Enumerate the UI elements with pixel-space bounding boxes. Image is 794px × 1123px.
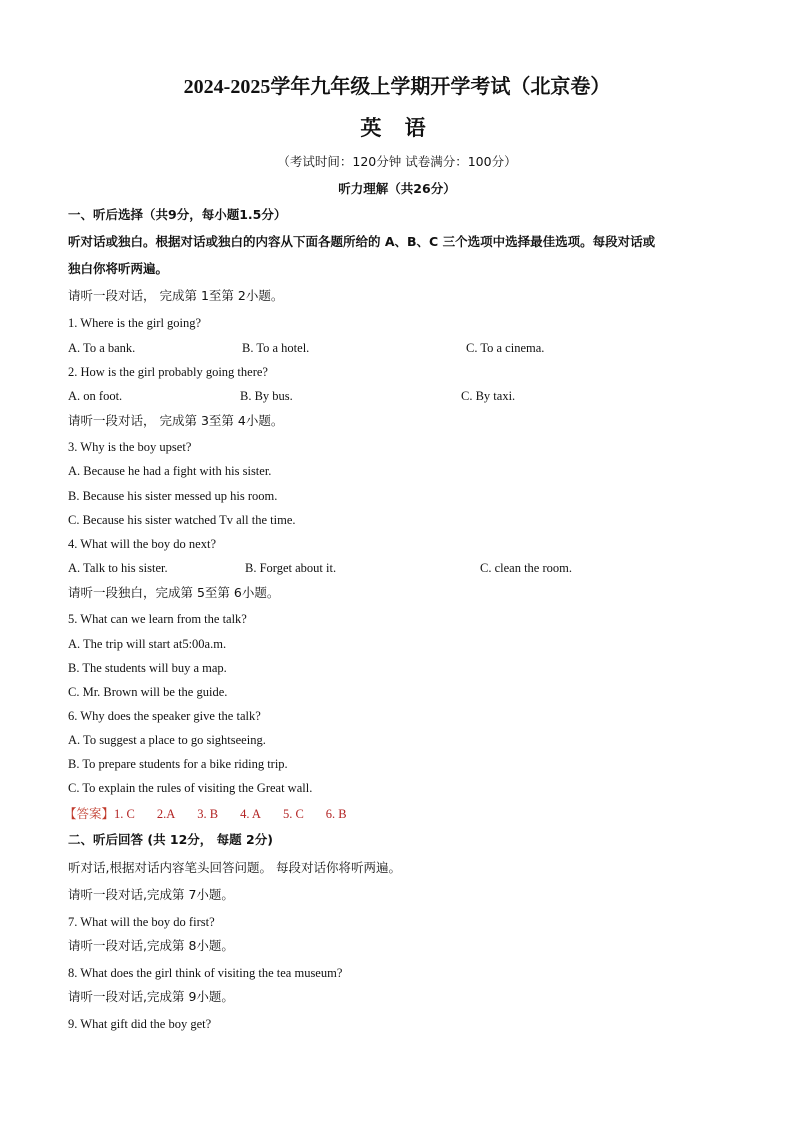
- q1-option-a: A. To a bank.: [68, 341, 136, 355]
- answer-list: [114, 807, 369, 821]
- q2-option-a: A. on foot.: [68, 389, 123, 403]
- question-2: 2. How is the girl probably going there?: [68, 365, 268, 379]
- answer-6: 6. B: [325, 807, 347, 821]
- part2-heading: 二、听后回答 (共 12分， 每题 2分): [68, 832, 273, 847]
- q2-option-b: B. By bus.: [240, 389, 293, 403]
- q2-option-c: C. By taxi.: [461, 389, 516, 403]
- q6-option-c: C. To explain the rules of visiting the Great wall.: [68, 781, 313, 795]
- prompt-q8: 请听一段对话,完成第 8小题。: [68, 938, 234, 953]
- part1-instruction-line2: 独白你将听两遍。: [68, 261, 169, 276]
- answer-3: 3. B: [197, 807, 219, 821]
- part1-heading: 一、听后选择（共9分，每小题1.5分）: [68, 207, 287, 222]
- question-6: 6. Why does the speaker give the talk?: [68, 709, 261, 723]
- exam-info: （考试时间：120分钟 试卷满分：100分）: [277, 154, 517, 169]
- question-7: 7. What will the boy do first?: [68, 915, 215, 929]
- question-4: 4. What will the boy do next?: [68, 537, 217, 551]
- question-5: 5. What can we learn from the talk?: [68, 612, 247, 626]
- q1-option-c: C. To a cinema.: [466, 341, 545, 355]
- subject-title: 英 语: [360, 115, 434, 140]
- question-8: 8. What does the girl think of visiting the tea museum?: [68, 966, 343, 980]
- prompt-q9: 请听一段对话,完成第 9小题。: [68, 989, 234, 1004]
- section-heading: 听力理解（共26分）: [338, 181, 456, 196]
- q6-option-b: B. To prepare students for a bike riding trip.: [68, 757, 288, 771]
- q3-option-a: A. Because he had a fight with his sister.: [68, 464, 272, 478]
- part1-instruction-line1: 听对话或独白。根据对话或独白的内容从下面各题所给的 A、B、C 三个选项中选择最佳选项。每段对话或: [68, 234, 656, 249]
- question-1: 1. Where is the girl going?: [68, 316, 202, 330]
- part2-instruction: 听对话,根据对话内容笔头回答问题。 每段对话你将听两遍。: [68, 860, 401, 875]
- q3-option-b: B. Because his sister messed up his room.: [68, 489, 278, 503]
- q4-option-a: A. Talk to his sister.: [68, 561, 168, 575]
- q6-option-a: A. To suggest a place to go sightseeing.: [68, 733, 266, 747]
- prompt-q5-q6: 请听一段独白，完成第 5至第 6小题。: [68, 585, 280, 600]
- q3-option-c: C. Because his sister watched Tv all the time.: [68, 513, 296, 527]
- q5-option-a: A. The trip will start at5:00a.m.: [68, 637, 227, 651]
- prompt-q1-q2: 请听一段对话， 完成第 1至第 2小题。: [68, 288, 284, 303]
- question-3: 3. Why is the boy upset?: [68, 440, 192, 454]
- prompt-q3-q4: 请听一段对话， 完成第 3至第 4小题。: [68, 413, 284, 428]
- q5-option-b: B. The students will buy a map.: [68, 661, 227, 675]
- q1-option-b: B. To a hotel.: [242, 341, 310, 355]
- q5-option-c: C. Mr. Brown will be the guide.: [68, 685, 228, 699]
- answer-5: 5. C: [282, 807, 304, 821]
- exam-title: 2024-2025学年九年级上学期开学考试（北京卷）: [183, 76, 611, 98]
- q4-option-c: C. clean the room.: [480, 561, 572, 575]
- answer-1: 1. C: [114, 807, 135, 821]
- answer-2: 2.A: [156, 807, 176, 821]
- question-9: 9. What gift did the boy get?: [68, 1017, 212, 1031]
- answer-label: 【答案】: [64, 806, 115, 821]
- q4-option-b: B. Forget about it.: [245, 561, 337, 575]
- answer-key: [64, 806, 369, 822]
- answer-4: 4. A: [240, 807, 261, 821]
- prompt-q7: 请听一段对话,完成第 7小题。: [68, 887, 234, 902]
